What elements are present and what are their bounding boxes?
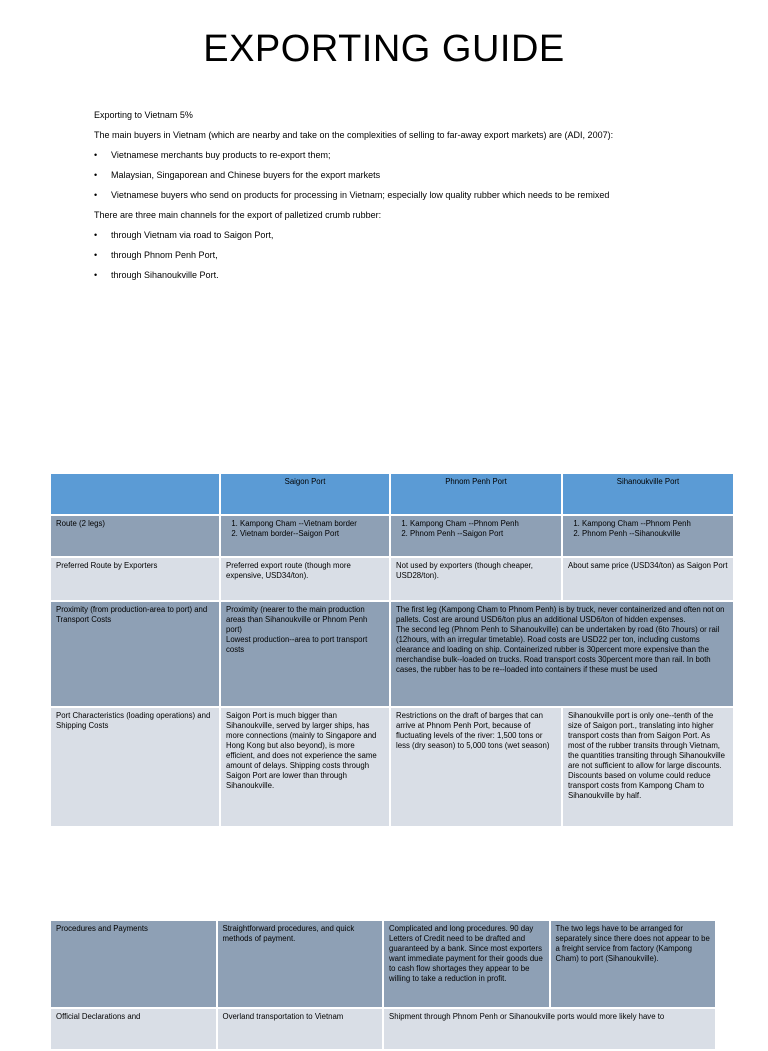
table-row <box>51 708 733 826</box>
intro-section <box>94 110 654 290</box>
channels-list <box>94 230 654 281</box>
table-row <box>51 558 733 600</box>
list-item: • Malaysian, Singaporean and Chinese buyers for the export markets <box>94 170 381 180</box>
port-sihanouk-cell: Sihanoukville port is only one--tenth of the size of Saigon port., translating into higher transport costs than from Saigon Port. As most of the rubber transits through Vietnam, the quantities transiting through Sihanoukville are not sufficient to allow for large discounts. Discounts based on volume could reduce transport costs from Kampong Cham to Sihanoukville by half. <box>563 708 733 826</box>
table-row <box>51 602 733 706</box>
procedures-phnom-cell: Complicated and long procedures. 90 day Letters of Credit need to be drafted and guaranteed by a bank. Since most exporters want immediate payment for their goods due to cash flow shortages they appear to be willing to take a reduction in profit. <box>384 921 549 1007</box>
port-phnom-cell: Restrictions on the draft of barges that can arrive at Phnom Penh Port, because of fluctuating levels of the river: 1,500 tons or less (dry season) to 5,000 tons (wet season) <box>391 708 561 826</box>
route-sihanouk-cell: 1. Kampong Cham --Phnom Penh 2. Phnom Penh --Sihanoukville <box>563 516 733 556</box>
official-merged-cell: Shipment through Phnom Penh or Sihanoukville ports would more likely have to <box>384 1009 715 1049</box>
bullet-icon: • <box>94 250 98 260</box>
port-saigon-cell: Saigon Port is much bigger than Sihanoukville, served by larger ships, has more connections (mainly to Singapore and Hong Kong but also beyond), is more efficient, and does not experience the same amount of delays. Shipping costs through Saigon Port are lower than through Sihanoukville. <box>221 708 389 826</box>
route-phnom-cell: 1. Kampong Cham --Phnom Penh 2. Phnom Penh --Saigon Port <box>391 516 561 556</box>
proximity-merged-cell: The first leg (Kampong Cham to Phnom Penh) is by truck, never containerized and often not on pallets. Cost are around USD6/ton plus an additional USD6/ton of hidden expenses. The second leg (Phnom Penh to Sihanoukville) can be undertaken by road (6to 7hours) or rail (12hours, with an irregular timetable). Road costs are USD22 per ton, including customs clearance and loading on ship. Containerized rubber is 30percent more expensive than the merchandise bulk--loaded on trucks. Road transport costs 30percent more than rail. In both cases, the rubber has to be re--loaded into containers if these must be used <box>391 602 733 706</box>
intro-line-3: There are three main channels for the export of palletized crumb rubber: <box>94 210 382 220</box>
table-row <box>51 1009 715 1049</box>
header-phnom-penh: Phnom Penh Port <box>391 474 561 514</box>
procedures-sihanouk-cell: The two legs have to be arranged for separately since there does not appear to be a freight service from factory (Kampong Cham) to port (Sihanoukville). <box>551 921 716 1007</box>
table-row <box>51 921 715 1007</box>
list-item: • Vietnamese buyers who send on products for processing in Vietnam; especially low quality rubber which needs to be remixed <box>94 190 610 200</box>
page-title: EXPORTING GUIDE <box>203 28 565 70</box>
bullet-icon: • <box>94 190 98 200</box>
intro-line-2: The main buyers in Vietnam (which are nearby and take on the complexities of selling to far-away export markets) are (ADI, 2007): <box>94 130 614 140</box>
bullet-icon: • <box>94 230 98 240</box>
route-saigon-cell: 1. Kampong Cham --Vietnam border 2. Vietnam border--Saigon Port <box>221 516 389 556</box>
preferred-sihanouk-cell: About same price (USD34/ton) as Saigon Port <box>563 558 733 600</box>
list-item: • through Vietnam via road to Saigon Port, <box>94 230 274 240</box>
header-sihanoukville: Sihanoukville Port <box>563 474 733 514</box>
procedures-saigon-cell: Straightforward procedures, and quick methods of payment. <box>218 921 383 1007</box>
preferred-phnom-cell: Not used by exporters (though cheaper, USD28/ton). <box>391 558 561 600</box>
bullet-icon: • <box>94 270 98 280</box>
list-item: • through Phnom Penh Port, <box>94 250 218 260</box>
intro-line-1: Exporting to Vietnam 5% <box>94 110 193 120</box>
list-item: • Vietnamese merchants buy products to re-export them; <box>94 150 331 160</box>
ports-comparison-table <box>49 472 735 828</box>
row-label-proximity: Proximity (from production-area to port) and Transport Costs <box>51 602 219 706</box>
buyers-list <box>94 150 654 201</box>
proximity-saigon-cell: Proximity (nearer to the main production areas than Sihanoukville or Phnom Penh port) Lowest production--area to port transport costs <box>221 602 389 706</box>
procedures-table <box>49 919 717 1051</box>
row-label-preferred: Preferred Route by Exporters <box>51 558 219 600</box>
row-label-port: Port Characteristics (loading operations) and Shipping Costs <box>51 708 219 826</box>
preferred-saigon-cell: Preferred export route (though more expensive, USD34/ton). <box>221 558 389 600</box>
header-saigon: Saigon Port <box>221 474 389 514</box>
row-label-official: Official Declarations and <box>51 1009 216 1049</box>
header-empty-cell <box>51 474 219 514</box>
bullet-icon: • <box>94 170 98 180</box>
row-label-procedures: Procedures and Payments <box>51 921 216 1007</box>
list-item: • through Sihanoukville Port. <box>94 270 219 280</box>
official-saigon-cell: Overland transportation to Vietnam <box>218 1009 383 1049</box>
table-row <box>51 516 733 556</box>
table-header-row <box>51 474 733 514</box>
row-label-route: Route (2 legs) <box>51 516 219 556</box>
bullet-icon: • <box>94 150 98 160</box>
